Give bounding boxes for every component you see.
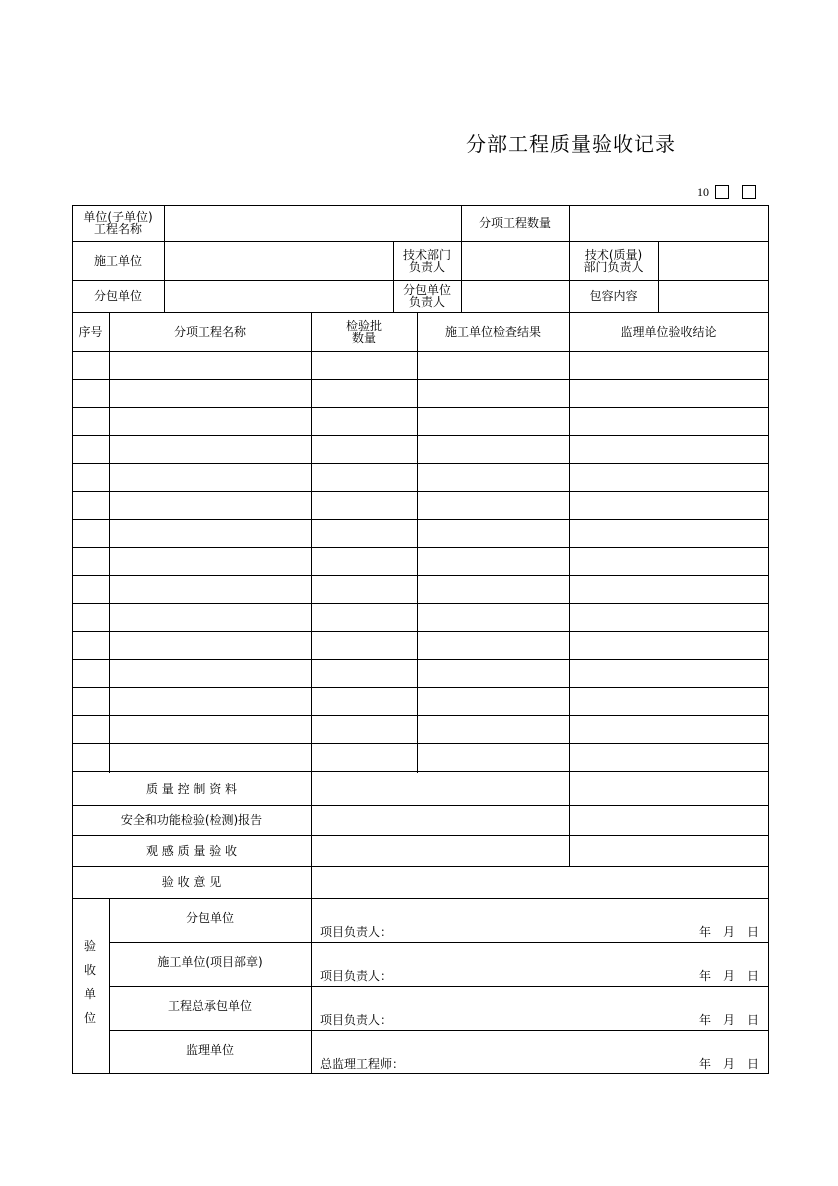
row-cell-batch-count[interactable] [311,659,417,687]
row-cell-batch-count[interactable] [311,519,417,547]
col-batch-count-header: 检验批 数量 [345,318,382,345]
row-cell-subitem-name[interactable] [109,631,311,659]
row-cell-seq[interactable] [72,631,109,659]
unit-project-name-field[interactable] [164,205,461,241]
row-cell-supervision-conclusion[interactable] [569,603,768,631]
row-cell-construction-check[interactable] [417,547,569,575]
appearance-label: 观 感 质 量 验 收 [145,843,238,858]
row-cell-construction-check[interactable] [417,743,569,771]
row-cell-construction-check[interactable] [417,659,569,687]
page-title: 分部工程质量验收记录 [466,132,676,156]
col-seq-header: 序号 [78,324,103,339]
row-cell-batch-count[interactable] [311,407,417,435]
row-cell-seq[interactable] [72,603,109,631]
date-label-construction: 年 月 日 [699,969,760,983]
signer-label-construction: 项目负责人： [320,969,393,983]
form-code [697,183,769,201]
row-cell-subitem-name[interactable] [109,519,311,547]
row-cell-seq[interactable] [72,659,109,687]
row-cell-supervision-conclusion[interactable] [569,491,768,519]
date-label-supervision: 年 月 日 [699,1057,760,1071]
acceptance-unit-supervision: 监理单位 [185,1043,234,1057]
acceptance-unit-subcontract: 分包单位 [185,911,234,925]
row-cell-construction-check[interactable] [417,631,569,659]
row-cell-construction-check[interactable] [417,519,569,547]
row-cell-construction-check[interactable] [417,407,569,435]
subcontract-head-label: 分包单位 负责人 [402,283,451,309]
row-cell-seq[interactable] [72,687,109,715]
row-cell-seq[interactable] [72,715,109,743]
row-cell-batch-count[interactable] [311,715,417,743]
row-cell-seq[interactable] [72,351,109,379]
row-cell-construction-check[interactable] [417,575,569,603]
construction-unit-field[interactable] [164,241,393,280]
row-cell-supervision-conclusion[interactable] [569,687,768,715]
code-box-2[interactable] [742,185,756,199]
row-cell-batch-count[interactable] [311,379,417,407]
row-cell-supervision-conclusion[interactable] [569,743,768,771]
row-cell-construction-check[interactable] [417,715,569,743]
subitem-count-field[interactable] [569,205,768,241]
signer-label-supervision: 总监理工程师： [320,1057,405,1071]
row-cell-supervision-conclusion[interactable] [569,351,768,379]
row-cell-batch-count[interactable] [311,351,417,379]
row-cell-seq[interactable] [72,575,109,603]
row-cell-subitem-name[interactable] [109,715,311,743]
signer-label-general-contractor: 项目负责人： [320,1013,393,1027]
acceptance-side-label: 验 收 单 位 [83,939,96,1025]
row-cell-supervision-conclusion[interactable] [569,379,768,407]
row-cell-supervision-conclusion[interactable] [569,575,768,603]
subitem-count-label: 分项工程数量 [478,216,551,230]
row-cell-batch-count[interactable] [311,547,417,575]
tech-quality-head-field[interactable] [658,241,768,280]
appearance-conclusion-field[interactable] [569,835,768,866]
col-construction-check-header: 施工单位检查结果 [444,324,541,339]
row-cell-construction-check[interactable] [417,351,569,379]
package-content-field[interactable] [658,280,768,312]
row-cell-supervision-conclusion[interactable] [569,715,768,743]
row-cell-subitem-name[interactable] [109,351,311,379]
row-cell-batch-count[interactable] [311,631,417,659]
row-cell-seq[interactable] [72,547,109,575]
row-cell-supervision-conclusion[interactable] [569,659,768,687]
tech-dept-head-label: 技术部门 负责人 [402,247,451,274]
safety-report-check-field[interactable] [311,805,569,835]
row-cell-batch-count[interactable] [311,603,417,631]
quality-control-conclusion-field[interactable] [569,772,768,805]
row-cell-batch-count[interactable] [311,575,417,603]
row-cell-subitem-name[interactable] [109,379,311,407]
row-cell-seq[interactable] [72,435,109,463]
row-cell-seq[interactable] [72,743,109,771]
row-cell-subitem-name[interactable] [109,435,311,463]
acceptance-unit-construction: 施工单位(项目部章) [157,955,263,969]
date-label-general-contractor: 年 月 日 [699,1013,760,1027]
package-content-label: 包容内容 [589,289,638,303]
construction-unit-label: 施工单位 [93,253,142,268]
quality-control-label: 质 量 控 制 资 料 [145,781,238,796]
row-cell-construction-check[interactable] [417,463,569,491]
row-cell-supervision-conclusion[interactable] [569,463,768,491]
subcontract-unit-field[interactable] [164,280,393,312]
safety-report-label: 安全和功能检验(检测)报告 [120,813,263,827]
row-cell-supervision-conclusion[interactable] [569,407,768,435]
safety-report-conclusion-field[interactable] [569,805,768,835]
row-cell-subitem-name[interactable] [109,575,311,603]
tech-quality-head-label: 技术(质量) 部门负责人 [583,247,644,274]
row-cell-construction-check[interactable] [417,687,569,715]
row-cell-seq[interactable] [72,379,109,407]
row-cell-subitem-name[interactable] [109,491,311,519]
row-cell-batch-count[interactable] [311,491,417,519]
row-cell-subitem-name[interactable] [109,407,311,435]
row-cell-subitem-name[interactable] [109,659,311,687]
row-cell-batch-count[interactable] [311,743,417,771]
table-border-bottom [72,1073,769,1074]
quality-control-check-field[interactable] [311,772,569,805]
row-cell-subitem-name[interactable] [109,463,311,491]
row-cell-supervision-conclusion[interactable] [569,435,768,463]
row-cell-batch-count[interactable] [311,687,417,715]
row-cell-seq[interactable] [72,491,109,519]
row-cell-supervision-conclusion[interactable] [569,631,768,659]
row-cell-subitem-name[interactable] [109,547,311,575]
row-cell-seq[interactable] [72,463,109,491]
opinion-label: 验 收 意 见 [161,875,222,889]
row-cell-seq[interactable] [72,407,109,435]
col-supervision-conclusion-header: 监理单位验收结论 [620,324,717,339]
code-box-1[interactable] [715,185,729,199]
unit-project-name-label: 单位(子单位) 工程名称 [83,210,153,236]
appearance-check-field[interactable] [311,835,569,866]
row-cell-subitem-name[interactable] [109,687,311,715]
row-cell-batch-count[interactable] [311,435,417,463]
table-border-right [768,205,769,1074]
tech-dept-head-field[interactable] [461,241,569,280]
row-cell-supervision-conclusion[interactable] [569,547,768,575]
row-cell-construction-check[interactable] [417,435,569,463]
row-cell-seq[interactable] [72,519,109,547]
row-cell-construction-check[interactable] [417,379,569,407]
opinion-field[interactable] [311,866,768,898]
subcontract-unit-label: 分包单位 [93,289,142,303]
date-label-subcontract: 年 月 日 [699,925,760,939]
row-cell-subitem-name[interactable] [109,603,311,631]
row-cell-construction-check[interactable] [417,603,569,631]
row-cell-subitem-name[interactable] [109,743,311,771]
subcontract-head-field[interactable] [461,280,569,312]
row-cell-batch-count[interactable] [311,463,417,491]
row-cell-supervision-conclusion[interactable] [569,519,768,547]
signer-label-subcontract: 项目负责人： [320,925,393,939]
row-cell-construction-check[interactable] [417,491,569,519]
acceptance-unit-general-contractor: 工程总承包单位 [167,999,252,1013]
form-code-number: 10 [697,184,709,199]
col-subitem-name-header: 分项工程名称 [173,324,246,339]
